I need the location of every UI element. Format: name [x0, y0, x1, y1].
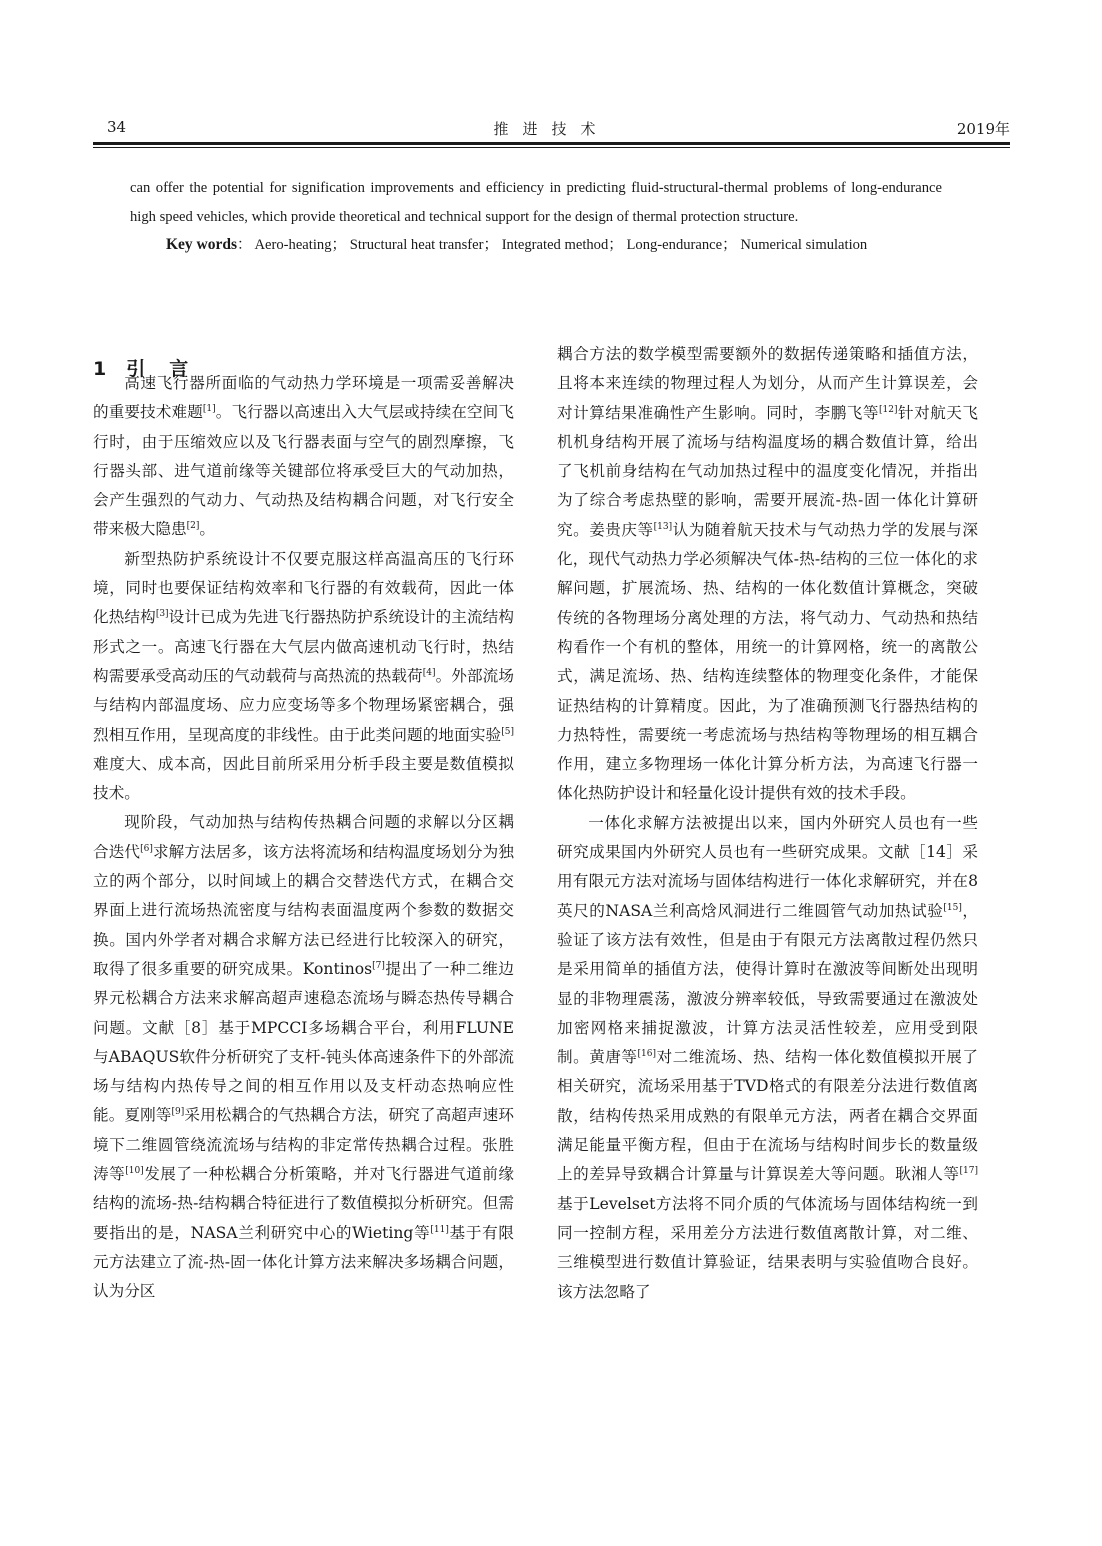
section-title-char1: 引	[126, 358, 148, 380]
citation: [15]	[943, 902, 962, 913]
text-run: 。	[199, 520, 215, 539]
keywords-colon: ：	[237, 237, 252, 253]
paragraph	[557, 340, 978, 809]
text-run: 采用松耦合的气热耦合方法，研究了高超声速环境下二维圆管绕流流场与结构的非定常传热耦合过程。张胜涛等	[93, 1106, 514, 1184]
text-run: 提出了一种二维边界元松耦合方法来求解高超声速稳态流场与瞬态热传导耦合问题。文献［8］基于MPCCI多场耦合平台，利用FLUNE与ABAQUS软件分析研究了支杆-钝头体高速条件下的外部流场与结构内热传导之间的相互作用以及支杆动态热响应性能。夏刚等	[93, 959, 514, 1125]
paragraph	[93, 369, 514, 545]
left-column	[93, 369, 514, 1307]
keywords-label: Key words	[166, 236, 238, 253]
header-rule-thick	[93, 142, 1010, 145]
text-run: 发展了一种松耦合分析策略，并对飞行器进气道前缘结构的流场-热-结构耦合特征进行了数值模拟分析研究。但需要指出的是，NASA兰利研究中心的Wieting等	[93, 1165, 514, 1242]
text-run: 认为随着航天技术与气动热力学的发展与深化，现代气动热力学必须解决气体-热-结构的三位一体化的求解问题，扩展流场、热、结构的一体化数值计算概念，突破传统的各物理场分离处理的方法，将气动力、气动热和热结构看作一个有机的整体，用统一的计算网格，统一的离散公式，满足流场、热、结构连续整体的物理变化条件，才能保证热结构的计算精度。因此，为了准确预测飞行器热结构的力热特性，需要统一考虑流场与热结构等物理场的相互耦合作用，建立多物理场一体化计算分析方法，为高速飞行器一体化热防护设计和轻量化设计提供有效的技术手段。	[557, 520, 978, 803]
text-run: 高速飞行器所面临的气动热力学环境是一项需妥善解决的重要技术难题	[93, 374, 514, 422]
text-run: 针对航天飞机机身结构开展了流场与结构温度场的耦合数值计算，给出了飞机前身结构在气动加热过程中的温度变化情况，并指出为了综合考虑热壁的影响，需要开展流-热-固一体化计算研究。姜贵庆等	[557, 403, 978, 539]
keywords-text: Aero-heating； Structural heat transfer； Integrated method； Long-endurance； Numerical simulation	[254, 237, 868, 253]
citation: [7]	[372, 960, 385, 971]
section-number: 1	[93, 358, 109, 380]
text-run: 难度大、成本高，因此目前所采用分析手段主要是数值模拟技术。	[93, 754, 514, 803]
citation: [4]	[422, 667, 436, 678]
citation: [17]	[959, 1166, 978, 1177]
citation: [13]	[653, 521, 673, 532]
citation: [16]	[637, 1049, 656, 1060]
text-run: 一体化求解方法被提出以来，国内外研究人员也有一些研究成果国内外研究人员也有一些研究成果。文献［14］采用有限元方法对流场与固体结构进行一体化求解研究，并在8英尺的NASA兰利高焓风洞进行二维圆管气动加热试验	[557, 813, 978, 920]
paragraph	[93, 808, 514, 1306]
text-run: 新型热防护系统设计不仅要克服这样高温高压的飞行环境，同时也要保证结构效率和飞行器的有效载荷，因此一体化热结构	[93, 549, 514, 627]
section-title-char2: 言	[169, 358, 191, 380]
text-run: 。飞行器以高速出入大气层或持续在空间飞行时，由于压缩效应以及飞行器表面与空气的剧烈摩擦，飞行器头部、进气道前缘等关键部位将承受巨大的气动加热，会产生强烈的气动力、气动热及结构耦合问题，对飞行安全带来极大隐患	[93, 403, 514, 539]
citation: [3]	[155, 609, 169, 620]
text-run: ，验证了该方法有效性，但是由于有限元方法离散过程仍然只是采用简单的插值方法，使得计算时在激波等间断处出现明显的非物理震荡，激波分辨率较低，导致需要通过在激波处加密网格来捕捉激波，计算方法灵活性较差，应用受到限制。黄唐等	[557, 901, 978, 1067]
text-run: 设计已成为先进飞行器热防护系统设计的主流结构形式之一。高速飞行器在大气层内做高速机动飞行时，热结构需要承受高动压的气动载荷与高热流的热载荷	[93, 608, 514, 685]
citation: [6]	[140, 843, 153, 854]
journal-name: 推进技术	[493, 120, 610, 138]
text-run: 基于Levelset方法将不同介质的气体流场与固体结构统一到同一控制方程，采用差分方法进行数值离散计算，对二维、三维模型进行数值计算验证，结果表明与实验值吻合良好。该方法忽略了	[557, 1194, 978, 1301]
text-run: 对二维流场、热、结构一体化数值模拟开展了相关研究，流场采用基于TVD格式的有限差分法进行数值离散，结构传热采用成熟的有限单元方法，两者在耦合交界面满足能量平衡方程，但由于在流场与结构时间步长的数量级上的差异导致耦合计算量与计算误差大等问题。耿湘人等	[557, 1048, 978, 1184]
citation: [9]	[171, 1107, 185, 1118]
keywords-line	[130, 231, 942, 260]
publication-year: 2019年	[956, 120, 1010, 138]
abstract-block	[130, 174, 942, 260]
running-header	[93, 118, 1010, 140]
citation: [2]	[186, 521, 200, 532]
header-rule-thin	[93, 147, 1010, 148]
citation: [5]	[501, 726, 514, 737]
citation: [11]	[430, 1224, 449, 1235]
citation: [12]	[879, 404, 898, 415]
citation: [10]	[125, 1166, 144, 1177]
text-run: 求解方法居多，该方法将流场和结构温度场划分为独立的两个部分，以时间域上的耦合交替迭代方式，在耦合交界面上进行流场热流密度与结构表面温度两个参数的数据交换。国内外学者对耦合求解方法已经进行比较深入的研究，取得了很多重要的研究成果。Kontinos	[93, 842, 514, 978]
text-run: 现阶段，气动加热与结构传热耦合问题的求解以分区耦合迭代	[93, 813, 514, 861]
text-run: 基于有限元方法建立了流-热-固一体化计算方法来解决多场耦合问题，认为分区	[93, 1223, 514, 1301]
paragraph	[93, 545, 514, 809]
abstract-text: can offer the potential for signification improvements and efficiency in predicting fluid-structural-thermal problems of long-endurance high speed vehicles, which provide theoretical and technical support for the design of thermal protection structure.	[130, 180, 942, 225]
right-column	[557, 340, 978, 1307]
citation: [1]	[202, 404, 216, 415]
text-run: 。外部流场与结构内部温度场、应力应变场等多个物理场紧密耦合，强烈相互作用，呈现高度的非线性。由于此类问题的地面实验	[93, 666, 514, 744]
text-run: 耦合方法的数学模型需要额外的数据传递策略和插值方法，且将本来连续的物理过程人为划分，从而产生计算误差，会对计算结果准确性产生影响。同时，李鹏飞等	[557, 345, 978, 422]
page-number: 34	[107, 118, 127, 136]
paragraph	[557, 809, 978, 1307]
